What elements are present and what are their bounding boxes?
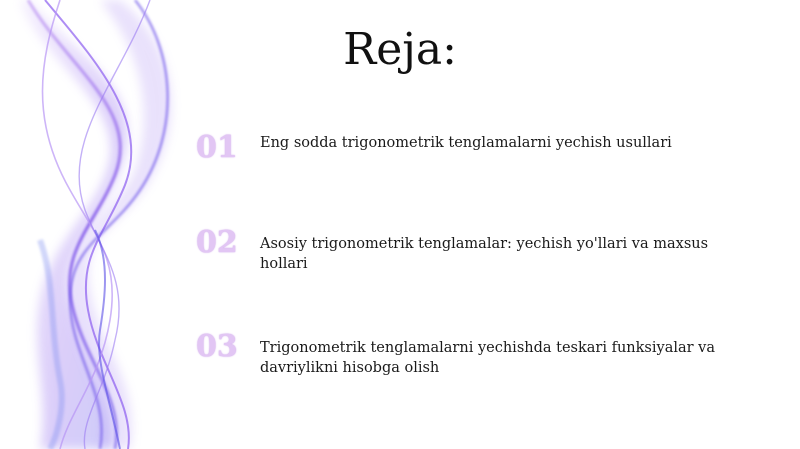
agenda-item-number: 02 (196, 225, 238, 260)
agenda-item-text: Asosiy trigonometrik tenglamalar: yechish yo'llari va maxsus hollari (260, 236, 709, 272)
agenda-item-text: Trigonometrik tenglamalarni yechishda teskari funksiyalar va davriylikni hisobga olish (260, 340, 715, 376)
agenda-item-number: 01 (196, 130, 238, 165)
agenda-item-text: Eng sodda trigonometrik tenglamalarni yechish usullari (260, 135, 672, 151)
slide-title: Reja: (343, 24, 457, 75)
agenda-item-number: 03 (196, 329, 238, 364)
purple-smoke-ribbon-decoration (0, 0, 200, 449)
